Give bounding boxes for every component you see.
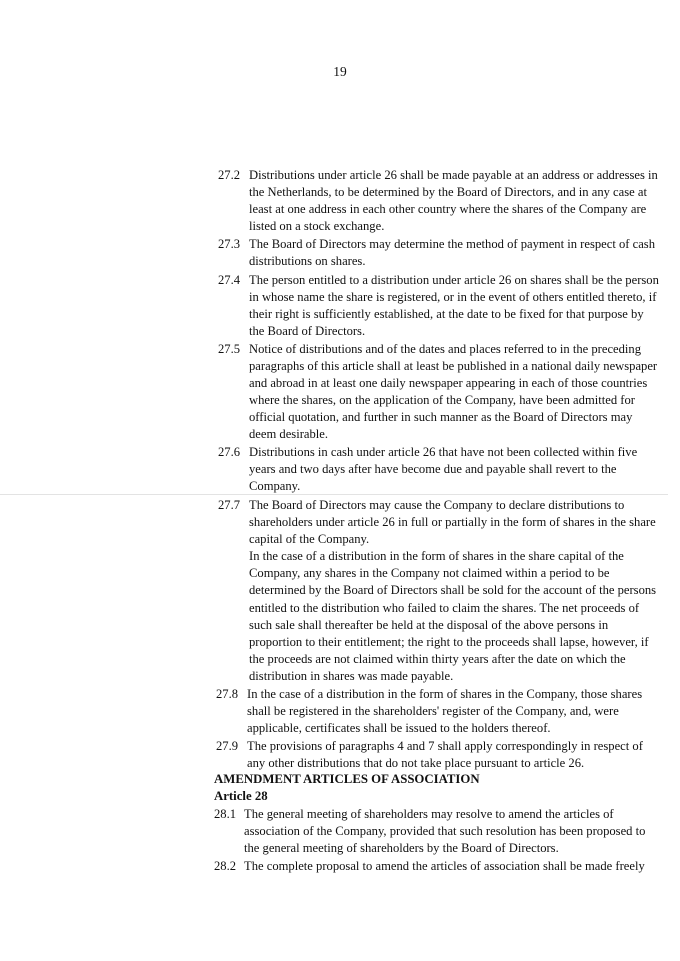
clause-text: The Board of Directors may determine the method of payment in respect of cash distributions on shares. bbox=[249, 237, 656, 269]
clause-number: 28.1 bbox=[214, 807, 237, 821]
clause-paragraph: The Board of Directors may cause the Company to declare distributions to shareholders under article 26 in full or partially in the form of shares in the share capital of the Company. bbox=[249, 498, 656, 547]
clause-text: Distributions in cash under article 26 that have not been collected within five years and two days after have become due and payable shall revert to the Company. bbox=[249, 445, 638, 494]
clause-number: 27.8 bbox=[216, 687, 239, 701]
clause-number: 28.2 bbox=[214, 859, 237, 873]
clause-number: 27.2 bbox=[218, 168, 241, 182]
clause-number: 27.7 bbox=[218, 498, 241, 512]
clause-number: 27.4 bbox=[218, 273, 241, 287]
section-heading: AMENDMENT ARTICLES OF ASSOCIATION bbox=[214, 772, 480, 786]
clause-text: Distributions under article 26 shall be made payable at an address or addresses in the Netherlands, to be determined by the Board of Directors, and in any case at least at one address in each other country where the shares of the Company are listed on a stock exchange. bbox=[249, 168, 658, 234]
clause-number: 27.5 bbox=[218, 342, 241, 356]
clause-paragraph: In the case of a distribution in the form of shares in the share capital of the Company, any shares in the Company not claimed within a period to be determined by the Board of Directors shall be sold for the account of the persons entitled to the distribution who failed to claim the shares. The net proceeds of such sale shall thereafter be held at the disposal of the above persons in proportion to their entitlement; the right to the proceeds shall lapse, however, if the proceeds are not claimed within thirty years after the date on which the distribution in shares was made payable. bbox=[249, 549, 657, 683]
clause-number: 27.6 bbox=[218, 445, 241, 459]
clause-text: The complete proposal to amend the articles of association shall be made freely bbox=[244, 859, 645, 873]
clause-number: 27.3 bbox=[218, 237, 241, 251]
clause-text: In the case of a distribution in the form of shares in the Company, those shares shall be registered in the shareholders' register of the Company, and, were applicable, certificates shall be issued to the holders thereof. bbox=[247, 687, 643, 736]
clause-text bbox=[249, 497, 659, 685]
clause-text: The general meeting of shareholders may resolve to amend the articles of association of the Company, provided that such resolution has been proposed to the general meeting of shareholders by the Board of Directors. bbox=[244, 807, 646, 856]
article-heading: Article 28 bbox=[214, 789, 268, 803]
page-number: 19 bbox=[333, 64, 347, 79]
clause-text: The provisions of paragraphs 4 and 7 shall apply correspondingly in respect of any other distributions that do not take place pursuant to article 26. bbox=[247, 739, 643, 771]
clause-text: Notice of distributions and of the dates and places referred to in the preceding paragraphs of this article shall at least be published in a national daily newspaper and abroad in at least one daily newspaper appearing in each of those countries where the shares, on the application of the Company, have been admitted for official quotation, and further in such manner as the Board of Directors may deem desirable. bbox=[249, 342, 658, 442]
clause-text: The person entitled to a distribution under article 26 on shares shall be the person in whose name the share is registered, or in the event of others entitled thereto, if their right is sufficiently established, at the date to be fixed for that purpose by the Board of Directors. bbox=[249, 273, 659, 339]
clause-number: 27.9 bbox=[216, 739, 239, 753]
